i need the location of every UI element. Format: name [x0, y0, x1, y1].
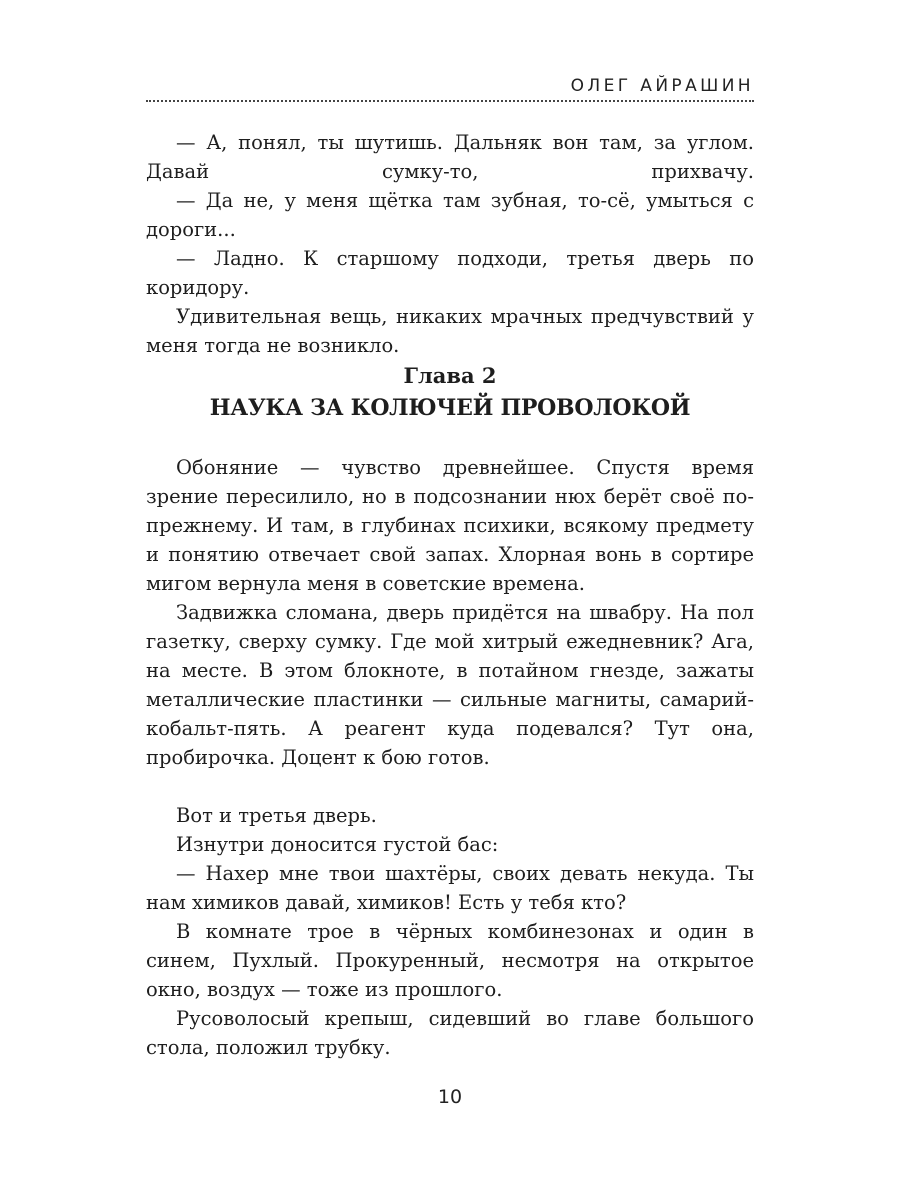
paragraph: Обоняние — чувство древнейшее. Спустя время зрение пересилило, но в подсознании нюх берёт своё по-прежнему. И там, в глубинах психики, всякому предмету и понятию отвечает свой запах. Хлорная вонь в сортире мигом вернула меня в советские времена.: [146, 456, 754, 595]
paragraph: Изнутри доносится густой бас:: [176, 833, 499, 856]
paragraph: — Нахер мне твои шахтёры, своих девать некуда. Ты нам химиков давай, химиков! Есть у тебя кто?: [146, 862, 754, 914]
running-head: [146, 74, 754, 100]
paragraph: — Да не, у меня щётка там зубная, то-сё, умыться с дороги...: [146, 189, 754, 241]
chapter-title: НАУКА ЗА КОЛЮЧЕЙ ПРОВОЛОКОЙ: [209, 395, 691, 421]
paragraph: Удивительная вещь, никаких мрачных предчувствий у меня тогда не возникло.: [146, 305, 754, 357]
paragraph: — Ладно. К старшому подходи, третья дверь по коридору.: [146, 247, 754, 299]
text-block-main: [146, 453, 754, 1062]
paragraph: В комнате трое в чёрных комбинезонах и один в синем, Пухлый. Прокуренный, несмотря на открытое окно, воздух — тоже из прошлого.: [146, 920, 754, 1001]
running-head-author: ОЛЕГ АЙРАШИН: [570, 76, 754, 96]
paragraph: Вот и третья дверь.: [176, 804, 377, 827]
paragraph: Русоволосый крепыш, сидевший во главе большого стола, положил трубку.: [146, 1007, 754, 1059]
chapter-number: Глава 2: [403, 363, 497, 388]
paragraph: — А, понял, ты шутишь. Дальняк вон там, за углом. Давай сумку-то, прихвачу.: [146, 131, 754, 183]
running-head-dotted-rule: [146, 100, 754, 102]
page-number: 10: [437, 1086, 463, 1108]
paragraph: Задвижка сломана, дверь придётся на швабру. На пол газетку, сверху сумку. Где мой хитрый ежедневник? Ага, на месте. В этом блокноте, в потайном гнезде, зажаты металлические пластинки — сильные магниты, самарий-кобальт-пять. А реагент куда подевался? Тут она, пробирочка. Доцент к бою готов.: [146, 601, 754, 769]
text-block-top: [146, 128, 754, 360]
chapter-heading: [146, 362, 754, 426]
